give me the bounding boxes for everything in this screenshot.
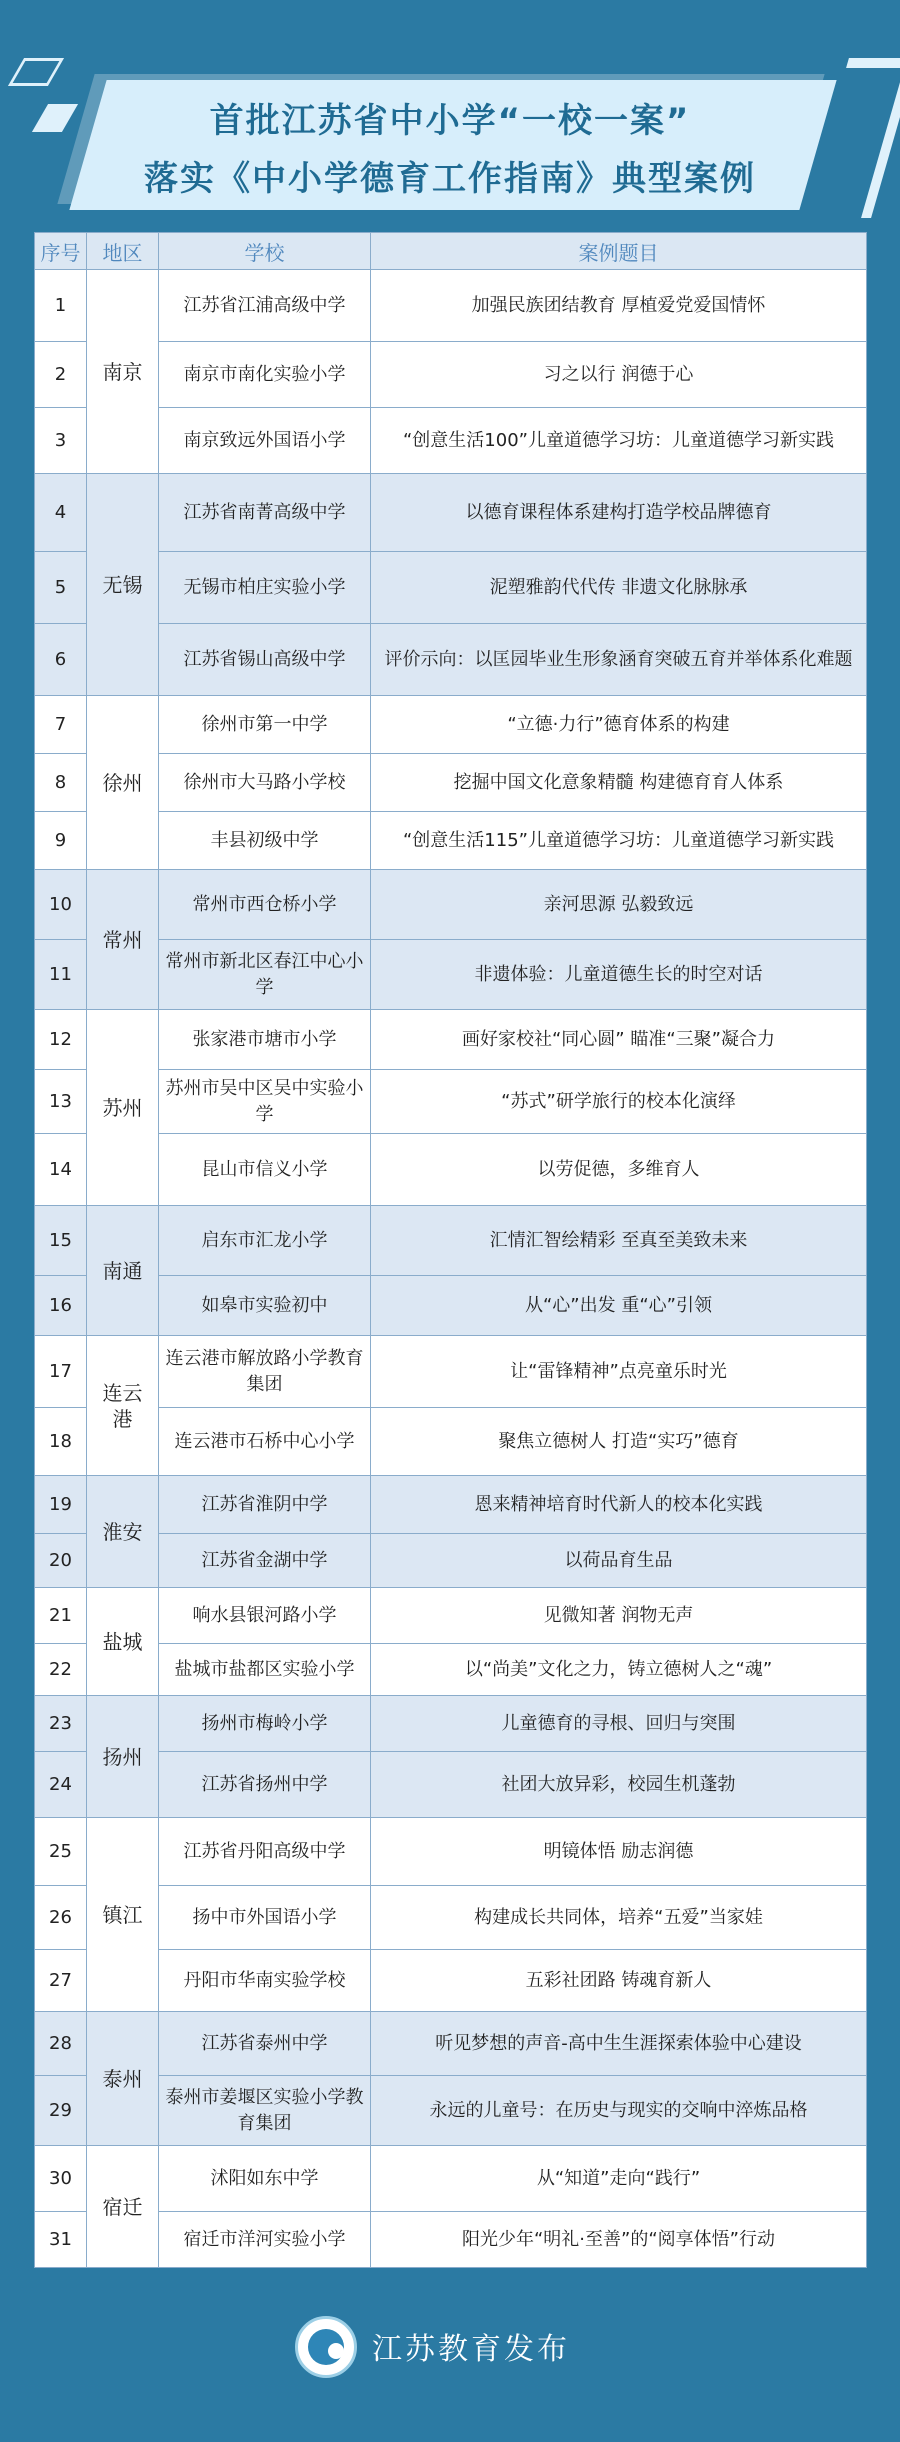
row-case: 挖掘中国文化意象精髓 构建德育育人体系: [371, 754, 867, 812]
row-no: 19: [35, 1476, 87, 1534]
row-school: 江苏省扬州中学: [159, 1752, 371, 1818]
table-row: [35, 1476, 867, 1534]
row-case: 评价示向：以匡园毕业生形象涵育突破五育并举体系化难题: [371, 624, 867, 696]
row-school: 南京致远外国语小学: [159, 408, 371, 474]
region-cell: 南通: [87, 1206, 159, 1336]
row-case: 以荷品育生品: [371, 1534, 867, 1588]
row-no: 18: [35, 1408, 87, 1476]
table-row: [35, 1336, 867, 1408]
row-no: 9: [35, 812, 87, 870]
row-no: 5: [35, 552, 87, 624]
table-row: [35, 1010, 867, 1070]
row-case: 构建成长共同体，培养“五爱”当家娃: [371, 1886, 867, 1950]
row-case: 儿童德育的寻根、回归与突围: [371, 1696, 867, 1752]
row-no: 4: [35, 474, 87, 552]
row-no: 14: [35, 1134, 87, 1206]
row-case: 泥塑雅韵代代传 非遗文化脉脉承: [371, 552, 867, 624]
table-row: [35, 2076, 867, 2146]
row-case: 永远的儿童号：在历史与现实的交响中淬炼品格: [371, 2076, 867, 2146]
region-cell: 徐州: [87, 696, 159, 870]
table-row: [35, 1276, 867, 1336]
table-row: [35, 754, 867, 812]
region-cell: 镇江: [87, 1818, 159, 2012]
row-no: 17: [35, 1336, 87, 1408]
row-school: 张家港市塘市小学: [159, 1010, 371, 1070]
row-no: 7: [35, 696, 87, 754]
row-case: 五彩社团路 铸魂育新人: [371, 1950, 867, 2012]
table-row: [35, 870, 867, 940]
region-cell: 连云港: [87, 1336, 159, 1476]
row-case: “创意生活115”儿童道德学习坊：儿童道德学习新实践: [371, 812, 867, 870]
row-school: 如皋市实验初中: [159, 1276, 371, 1336]
row-school: 江苏省金湖中学: [159, 1534, 371, 1588]
row-case: 以“尚美”文化之力，铸立德树人之“魂”: [371, 1644, 867, 1696]
row-case: 习之以行 润德于心: [371, 342, 867, 408]
row-no: 12: [35, 1010, 87, 1070]
decor-parallelogram-solid: [32, 104, 78, 132]
row-school: 江苏省江浦高级中学: [159, 270, 371, 342]
row-case: “创意生活100”儿童道德学习坊：儿童道德学习新实践: [371, 408, 867, 474]
row-case: 从“心”出发 重“心”引领: [371, 1276, 867, 1336]
row-school: 宿迁市洋河实验小学: [159, 2212, 371, 2268]
footer-brand: 江苏教育发布: [372, 2332, 570, 2367]
row-no: 20: [35, 1534, 87, 1588]
table-row: [35, 2146, 867, 2212]
row-case: “苏式”研学旅行的校本化演绎: [371, 1070, 867, 1134]
table-row: [35, 408, 867, 474]
row-no: 23: [35, 1696, 87, 1752]
row-no: 15: [35, 1206, 87, 1276]
region-cell: 扬州: [87, 1696, 159, 1818]
jiangsu-education-logo-icon: [295, 2316, 357, 2378]
row-school: 江苏省泰州中学: [159, 2012, 371, 2076]
row-case: 听见梦想的声音-高中生生涯探索体验中心建设: [371, 2012, 867, 2076]
row-no: 13: [35, 1070, 87, 1134]
row-case: 聚焦立德树人 打造“实巧”德育: [371, 1408, 867, 1476]
row-case: 以德育课程体系建构打造学校品牌德育: [371, 474, 867, 552]
row-no: 27: [35, 1950, 87, 2012]
row-school: 盐城市盐都区实验小学: [159, 1644, 371, 1696]
row-case: 加强民族团结教育 厚植爱党爱国情怀: [371, 270, 867, 342]
row-no: 16: [35, 1276, 87, 1336]
footer: [0, 2316, 900, 2386]
table-row: [35, 1644, 867, 1696]
row-case: 从“知道”走向“践行”: [371, 2146, 867, 2212]
row-case: 亲河思源 弘毅致远: [371, 870, 867, 940]
title-line-1: 首批江苏省中小学“一校一案”: [209, 101, 691, 141]
row-school: 泰州市姜堰区实验小学教育集团: [159, 2076, 371, 2146]
row-school: 启东市汇龙小学: [159, 1206, 371, 1276]
row-school: 连云港市石桥中心小学: [159, 1408, 371, 1476]
decor-parallelogram-outline: [8, 58, 64, 86]
row-school: 江苏省丹阳高级中学: [159, 1818, 371, 1886]
row-no: 2: [35, 342, 87, 408]
row-case: 汇情汇智绘精彩 至真至美致未来: [371, 1206, 867, 1276]
region-cell: 苏州: [87, 1010, 159, 1206]
table-row: [35, 1588, 867, 1644]
row-school: 连云港市解放路小学教育集团: [159, 1336, 371, 1408]
row-school: 徐州市大马路小学校: [159, 754, 371, 812]
row-school: 徐州市第一中学: [159, 696, 371, 754]
table-row: [35, 1696, 867, 1752]
row-school: 沭阳如东中学: [159, 2146, 371, 2212]
row-school: 无锡市柏庄实验小学: [159, 552, 371, 624]
row-school: 江苏省南菁高级中学: [159, 474, 371, 552]
table-row: [35, 1134, 867, 1206]
region-cell: 泰州: [87, 2012, 159, 2146]
row-no: 1: [35, 270, 87, 342]
row-school: 丹阳市华南实验学校: [159, 1950, 371, 2012]
row-no: 24: [35, 1752, 87, 1818]
row-school: 扬州市梅岭小学: [159, 1696, 371, 1752]
region-cell: 宿迁: [87, 2146, 159, 2268]
row-case: 以劳促德，多维育人: [371, 1134, 867, 1206]
row-school: 昆山市信义小学: [159, 1134, 371, 1206]
col-header-school: 学校: [159, 233, 371, 270]
page-title: [100, 92, 800, 208]
row-no: 28: [35, 2012, 87, 2076]
table-row: [35, 2012, 867, 2076]
row-school: 常州市新北区春江中心小学: [159, 940, 371, 1010]
table-row: [35, 474, 867, 552]
region-cell: 常州: [87, 870, 159, 1010]
table-row: [35, 1886, 867, 1950]
row-no: 25: [35, 1818, 87, 1886]
row-school: 常州市西仓桥小学: [159, 870, 371, 940]
row-no: 6: [35, 624, 87, 696]
row-school: 南京市南化实验小学: [159, 342, 371, 408]
region-cell: 盐城: [87, 1588, 159, 1696]
row-no: 3: [35, 408, 87, 474]
row-case: 非遗体验：儿童道德生长的时空对话: [371, 940, 867, 1010]
title-line-2: 落实《中小学德育工作指南》典型案例: [144, 159, 756, 199]
col-header-case: 案例题目: [371, 233, 867, 270]
case-table: [34, 232, 867, 2268]
col-header-no: 序号: [35, 233, 87, 270]
row-school: 扬中市外国语小学: [159, 1886, 371, 1950]
table-row: [35, 270, 867, 342]
table-row: [35, 1206, 867, 1276]
table-row: [35, 1950, 867, 2012]
row-case: 画好家校社“同心圆” 瞄准“三聚”凝合力: [371, 1010, 867, 1070]
table-row: [35, 624, 867, 696]
region-cell: 淮安: [87, 1476, 159, 1588]
row-school: 江苏省淮阴中学: [159, 1476, 371, 1534]
table-row: [35, 2212, 867, 2268]
row-case: 阳光少年“明礼·至善”的“阅享体悟”行动: [371, 2212, 867, 2268]
row-school: 苏州市吴中区吴中实验小学: [159, 1070, 371, 1134]
table-row: [35, 812, 867, 870]
col-header-region: 地区: [87, 233, 159, 270]
row-no: 22: [35, 1644, 87, 1696]
row-case: 恩来精神培育时代新人的校本化实践: [371, 1476, 867, 1534]
table-row: [35, 552, 867, 624]
row-school: 江苏省锡山高级中学: [159, 624, 371, 696]
row-no: 26: [35, 1886, 87, 1950]
row-school: 丰县初级中学: [159, 812, 371, 870]
row-no: 21: [35, 1588, 87, 1644]
row-case: “立德·力行”德育体系的构建: [371, 696, 867, 754]
row-school: 响水县银河路小学: [159, 1588, 371, 1644]
row-no: 11: [35, 940, 87, 1010]
table-row: [35, 940, 867, 1010]
row-no: 31: [35, 2212, 87, 2268]
table-row: [35, 1818, 867, 1886]
table-row: [35, 1534, 867, 1588]
row-no: 10: [35, 870, 87, 940]
row-no: 29: [35, 2076, 87, 2146]
table-row: [35, 1408, 867, 1476]
table-row: [35, 1070, 867, 1134]
row-case: 让“雷锋精神”点亮童乐时光: [371, 1336, 867, 1408]
region-cell: 无锡: [87, 474, 159, 696]
table-row: [35, 342, 867, 408]
row-case: 社团大放异彩，校园生机蓬勃: [371, 1752, 867, 1818]
row-no: 30: [35, 2146, 87, 2212]
table-row: [35, 1752, 867, 1818]
row-case: 明镜体悟 励志润德: [371, 1818, 867, 1886]
table-row: [35, 696, 867, 754]
region-cell: 南京: [87, 270, 159, 474]
row-case: 见微知著 润物无声: [371, 1588, 867, 1644]
row-no: 8: [35, 754, 87, 812]
